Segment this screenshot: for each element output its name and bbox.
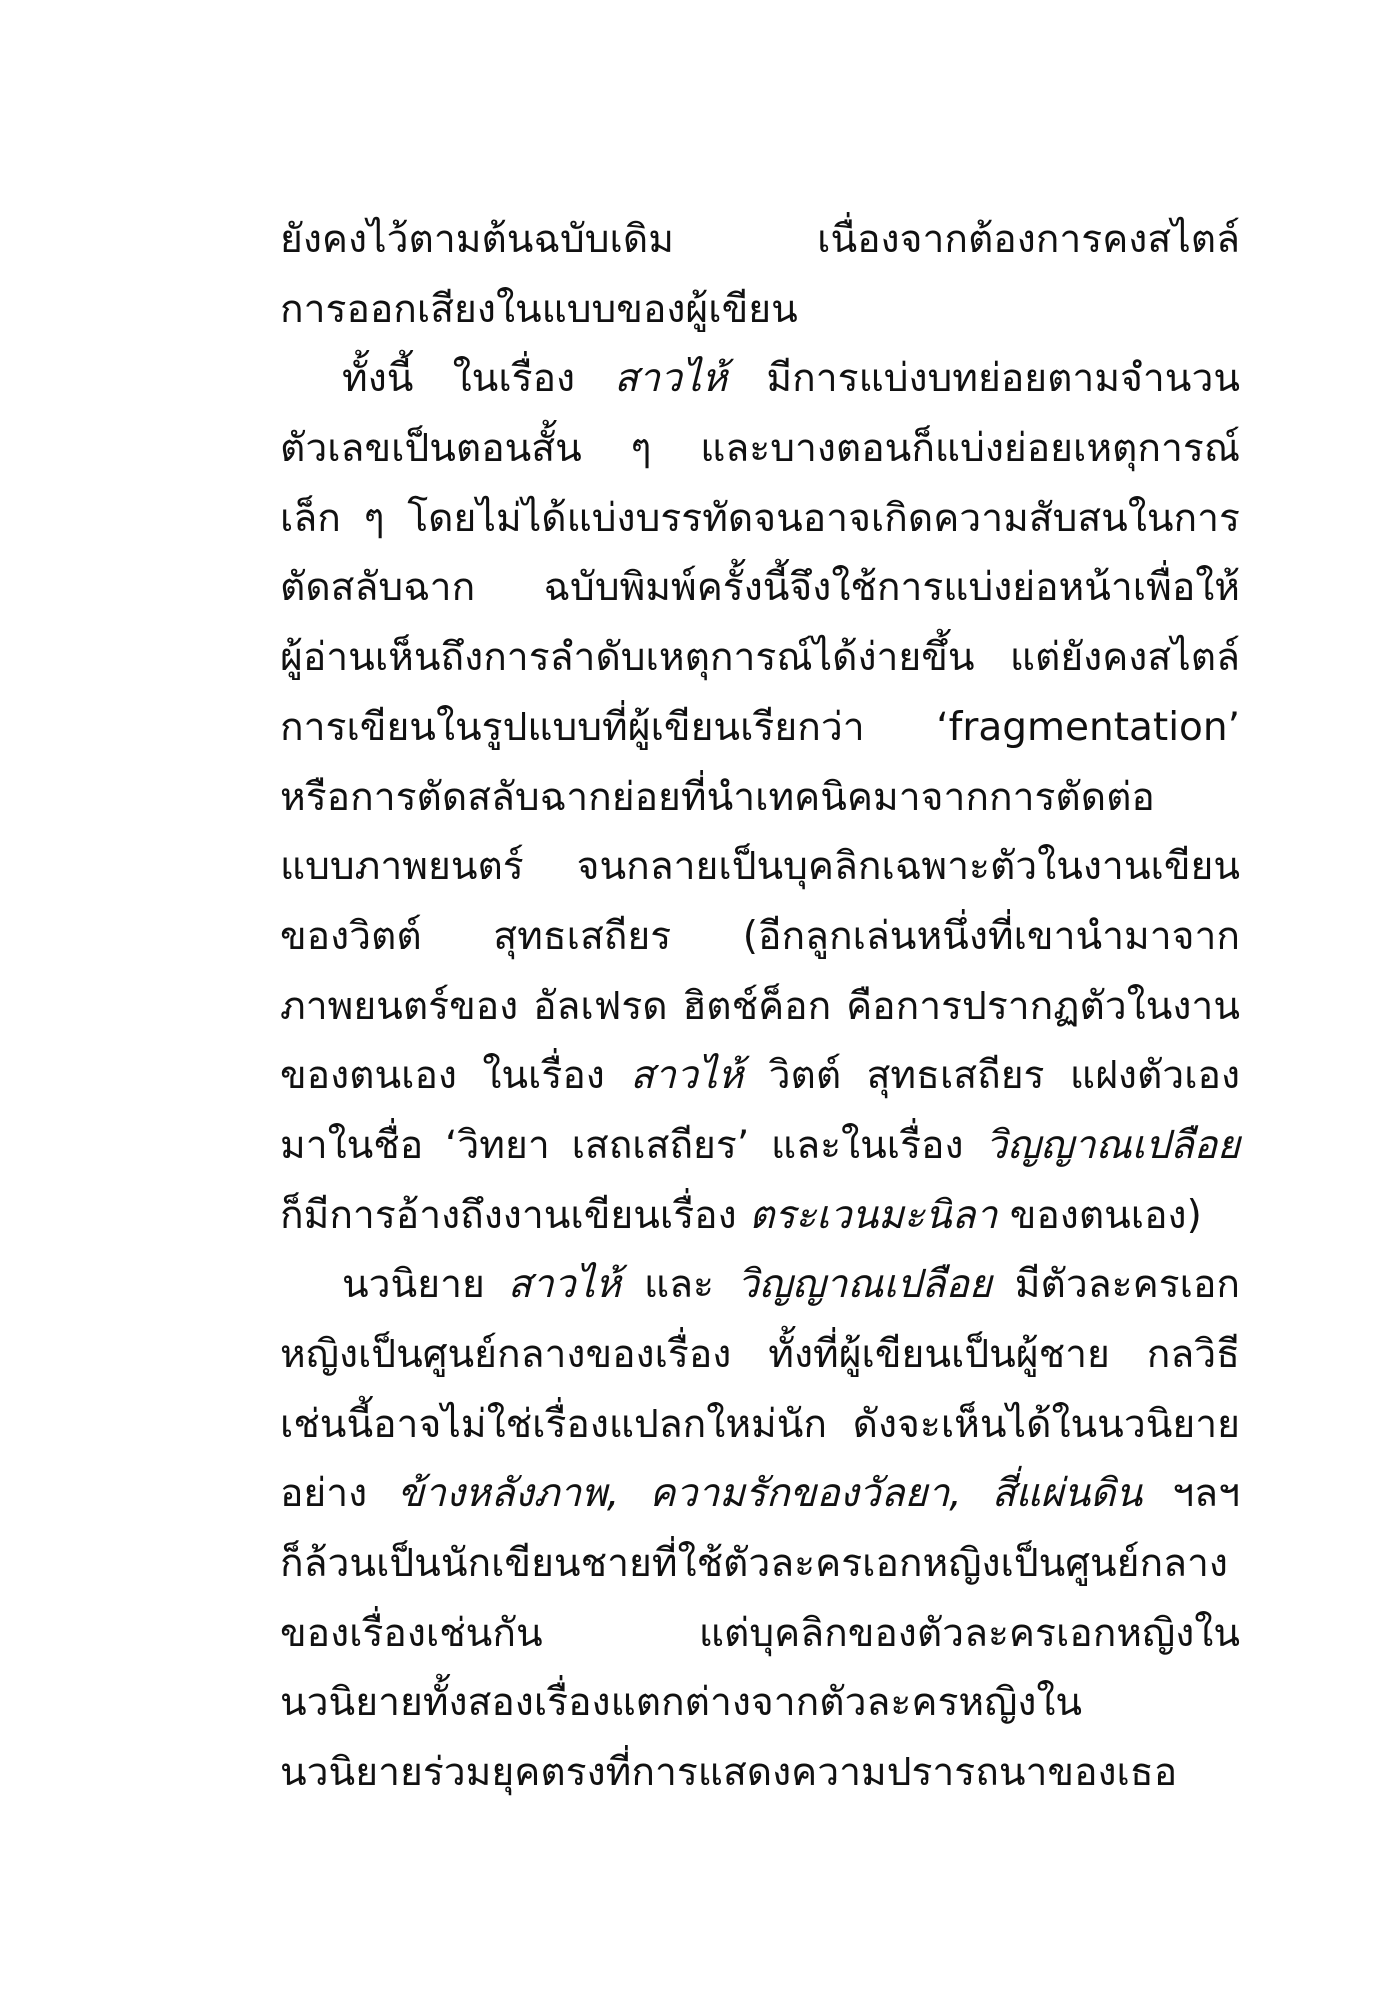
text-line [280, 1459, 1240, 1529]
text-segment: ยังคงไว้ตามต้นฉบับเดิม เนื่องจากต้องการคงสไตล์ [280, 217, 1240, 262]
text-segment: มาในชื่อ ‘วิทยา เสถเสถียร’ และในเรื่อง [280, 1122, 986, 1168]
text-segment: ก็ล้วนเป็นนักเขียนชายที่ใช้ตัวละครเอกหญิงเป็นศูนย์กลาง [280, 1541, 1228, 1587]
italic-title: สาวไห้ [614, 356, 728, 402]
text-line [280, 1599, 1240, 1669]
text-segment: หญิงเป็นศูนย์กลางของเรื่อง ทั้งที่ผู้เขียนเป็นผู้ชาย กลวิธี [280, 1332, 1240, 1377]
italic-title: สาวไห้ [630, 1053, 744, 1099]
text-line [280, 1181, 1240, 1251]
text-segment: นวนิยายร่วมยุคตรงที่การแสดงความปรารถนาของเธอ [280, 1750, 1178, 1796]
text-line [280, 972, 1240, 1042]
italic-title: วิญญาณเปลือย [985, 1122, 1240, 1168]
text-segment: ตัดสลับฉาก ฉบับพิมพ์ครั้งนี้จึงใช้การแบ่งย่อหน้าเพื่อให้ [280, 565, 1240, 611]
text-segment: นวนิยายทั้งสองเรื่องแตกต่างจากตัวละครหญิงใน [280, 1680, 1083, 1726]
text-segment: อย่าง [280, 1471, 398, 1517]
text-line [280, 553, 1240, 623]
italic-title: สาวไห้ [507, 1262, 621, 1308]
text-line [280, 693, 1240, 763]
text-line [280, 1320, 1240, 1390]
text-line [280, 1529, 1240, 1599]
text-segment: การเขียนในรูปแบบที่ผู้เขียนเรียกว่า ‘fragmentation’ [280, 704, 1240, 750]
text-line [280, 1111, 1240, 1181]
text-segment: ภาพยนตร์ของ อัลเฟรด ฮิตช์ค็อก คือการปรากฏตัวในงาน [280, 983, 1240, 1029]
text-segment: ของตนเอง) [997, 1192, 1202, 1238]
italic-title: วิญญาณเปลือย [737, 1262, 992, 1308]
text-segment: ของเรื่องเช่นกัน แต่บุคลิกของตัวละครเอกหญิงใน [280, 1610, 1240, 1656]
text-segment: ฯลฯ [1142, 1471, 1240, 1517]
text-segment: มีการแบ่งบทย่อยตามจำนวน [727, 356, 1241, 402]
text-segment: ผู้อ่านเห็นถึงการลำดับเหตุการณ์ได้ง่ายขึ้น แต่ยังคงสไตล์ [280, 635, 1240, 681]
text-segment: ของวิตต์ สุทธเสถียร (อีกลูกเล่นหนึ่งที่เขานำมาจาก [280, 913, 1240, 959]
text-line [280, 763, 1240, 833]
text-line [280, 414, 1240, 484]
text-line [280, 344, 1240, 414]
text-segment: หรือการตัดสลับฉากย่อยที่นำเทคนิคมาจากการตัดต่อ [280, 774, 1155, 820]
text-line [280, 205, 1240, 275]
text-segment: การออกเสียงในแบบของผู้เขียน [280, 286, 798, 332]
text-segment: วิตต์ สุทธเสถียร แฝงตัวเอง [743, 1053, 1240, 1099]
text-line [280, 1738, 1240, 1808]
text-segment: ของตนเอง ในเรื่อง [280, 1053, 631, 1099]
text-segment: ก็มีการอ้างถึงงานเขียนเรื่อง [280, 1192, 750, 1238]
text-line [280, 902, 1240, 972]
text-line [280, 623, 1240, 693]
text-segment: เช่นนี้อาจไม่ใช่เรื่องแปลกใหม่นัก ดังจะเห็นได้ในนวนิยาย [280, 1401, 1240, 1447]
italic-title: ข้างหลังภาพ, ความรักของวัลยา, สี่แผ่นดิน [397, 1471, 1143, 1517]
text-segment: นวนิยาย [342, 1262, 508, 1308]
text-segment: มีตัวละครเอก [991, 1262, 1240, 1308]
text-line [280, 1250, 1240, 1320]
text-line [280, 1041, 1240, 1111]
text-line [280, 832, 1240, 902]
text-line [280, 275, 1240, 345]
text-segment: และ [620, 1262, 738, 1308]
text-segment: เล็ก ๆ โดยไม่ได้แบ่งบรรทัดจนอาจเกิดความสับสนในการ [280, 495, 1240, 541]
text-segment: แบบภาพยนตร์ จนกลายเป็นบุคลิกเฉพาะตัวในงานเขียน [280, 844, 1240, 890]
text-line [280, 1668, 1240, 1738]
text-segment: ทั้งนี้ ในเรื่อง [342, 356, 615, 402]
text-line [280, 484, 1240, 554]
body-text [280, 205, 1240, 1808]
text-segment: ตัวเลขเป็นตอนสั้น ๆ และบางตอนก็แบ่งย่อยเหตุการณ์ [280, 426, 1240, 472]
text-line [280, 1390, 1240, 1460]
italic-title: ตระเวนมะนิลา [749, 1192, 998, 1238]
